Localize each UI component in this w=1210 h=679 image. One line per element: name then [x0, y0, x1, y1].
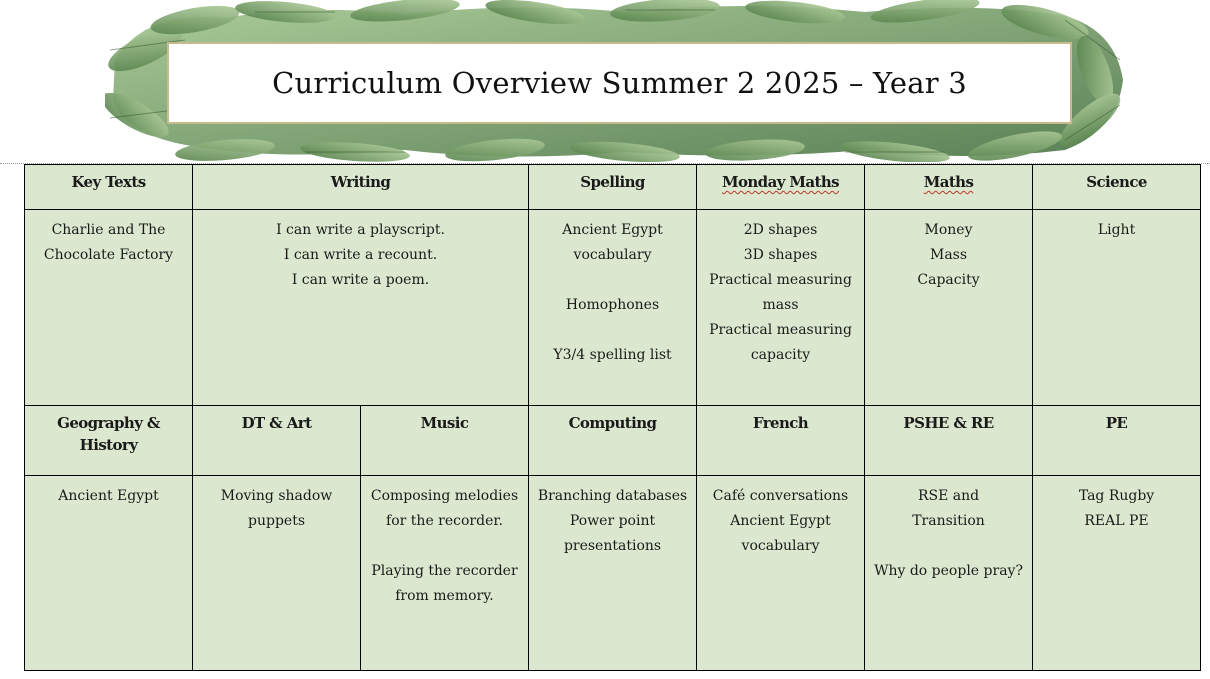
cell-line: 3D shapes [743, 247, 818, 263]
cell-line: capacity [750, 347, 811, 363]
cell-line: Mass [929, 247, 968, 263]
line-gap [535, 268, 690, 293]
cell-line: Money [924, 222, 973, 238]
header-writing: Writing [193, 165, 529, 210]
cell-line: Charlie and The [51, 222, 166, 238]
cell-line: I can write a playscript. [276, 222, 445, 238]
cell-line: vocabulary [741, 538, 820, 554]
cell-line: Tag Rugby [1078, 488, 1155, 504]
header-spelling: Spelling [529, 165, 697, 210]
cell-line: Chocolate Factory [43, 247, 174, 263]
cell-line: Homophones [565, 297, 660, 313]
header-maths [865, 165, 1033, 210]
cell-writing [193, 210, 529, 406]
cell-line: I can write a poem. [291, 272, 430, 288]
line-gap [367, 534, 522, 559]
header-monday-maths-label: Monday Maths [721, 173, 840, 191]
header-french: French [697, 406, 865, 476]
header-music: Music [361, 406, 529, 476]
cell-line: Y3/4 spelling list [553, 347, 672, 363]
line-gap [535, 318, 690, 343]
cell-line: from memory. [395, 588, 494, 604]
cell-line: for the recorder. [386, 513, 503, 529]
cell-line: Ancient Egypt [562, 222, 663, 238]
header-maths-label: Maths [923, 173, 974, 191]
cell-line: REAL PE [1084, 513, 1149, 529]
cell-maths [865, 210, 1033, 406]
cell-line: I can write a recount. [283, 247, 438, 263]
header-monday-maths [697, 165, 865, 210]
cell-computing [529, 476, 697, 671]
cell-geography-history [25, 476, 193, 671]
line-gap [871, 534, 1026, 559]
cell-french [697, 476, 865, 671]
cell-line: RSE and [917, 488, 980, 504]
header-banner [105, 0, 1125, 162]
cell-line: Moving shadow [220, 488, 333, 504]
row1-content [25, 210, 1201, 406]
cell-line: Practical measuring [709, 322, 852, 338]
cell-line: Capacity [917, 272, 980, 288]
page-title: Curriculum Overview Summer 2 2025 – Year 3 [272, 66, 967, 100]
curriculum-table [24, 164, 1200, 670]
row2-content [25, 476, 1201, 671]
cell-line: Ancient Egypt [58, 488, 159, 504]
cell-line: Playing the recorder [371, 563, 518, 579]
header-geography-history: Geography & History [25, 406, 193, 476]
cell-key-texts [25, 210, 193, 406]
title-box [167, 42, 1072, 124]
cell-spelling [529, 210, 697, 406]
cell-line: Power point [569, 513, 656, 529]
row1-headers [25, 165, 1201, 210]
cell-line: Practical measuring [709, 272, 852, 288]
cell-line: Light [1097, 222, 1136, 238]
cell-line: puppets [248, 513, 305, 529]
cell-dt-art [193, 476, 361, 671]
cell-line: mass [762, 297, 799, 313]
header-computing: Computing [529, 406, 697, 476]
header-dt-art: DT & Art [193, 406, 361, 476]
cell-monday-maths [697, 210, 865, 406]
cell-line: presentations [563, 538, 662, 554]
cell-line: 2D shapes [743, 222, 818, 238]
header-science: Science [1033, 165, 1201, 210]
cell-line: Transition [912, 513, 985, 529]
header-pshe-re: PSHE & RE [865, 406, 1033, 476]
header-key-texts: Key Texts [25, 165, 193, 210]
cell-pe [1033, 476, 1201, 671]
cell-line: Café conversations [712, 488, 849, 504]
cell-line: Why do people pray? [874, 563, 1023, 579]
cell-line: vocabulary [573, 247, 652, 263]
cell-line: Branching databases [537, 488, 688, 504]
cell-science [1033, 210, 1201, 406]
cell-line: Ancient Egypt [730, 513, 831, 529]
cell-pshe-re [865, 476, 1033, 671]
cell-line: Composing melodies [370, 488, 519, 504]
row2-headers [25, 406, 1201, 476]
cell-music [361, 476, 529, 671]
header-pe: PE [1033, 406, 1201, 476]
